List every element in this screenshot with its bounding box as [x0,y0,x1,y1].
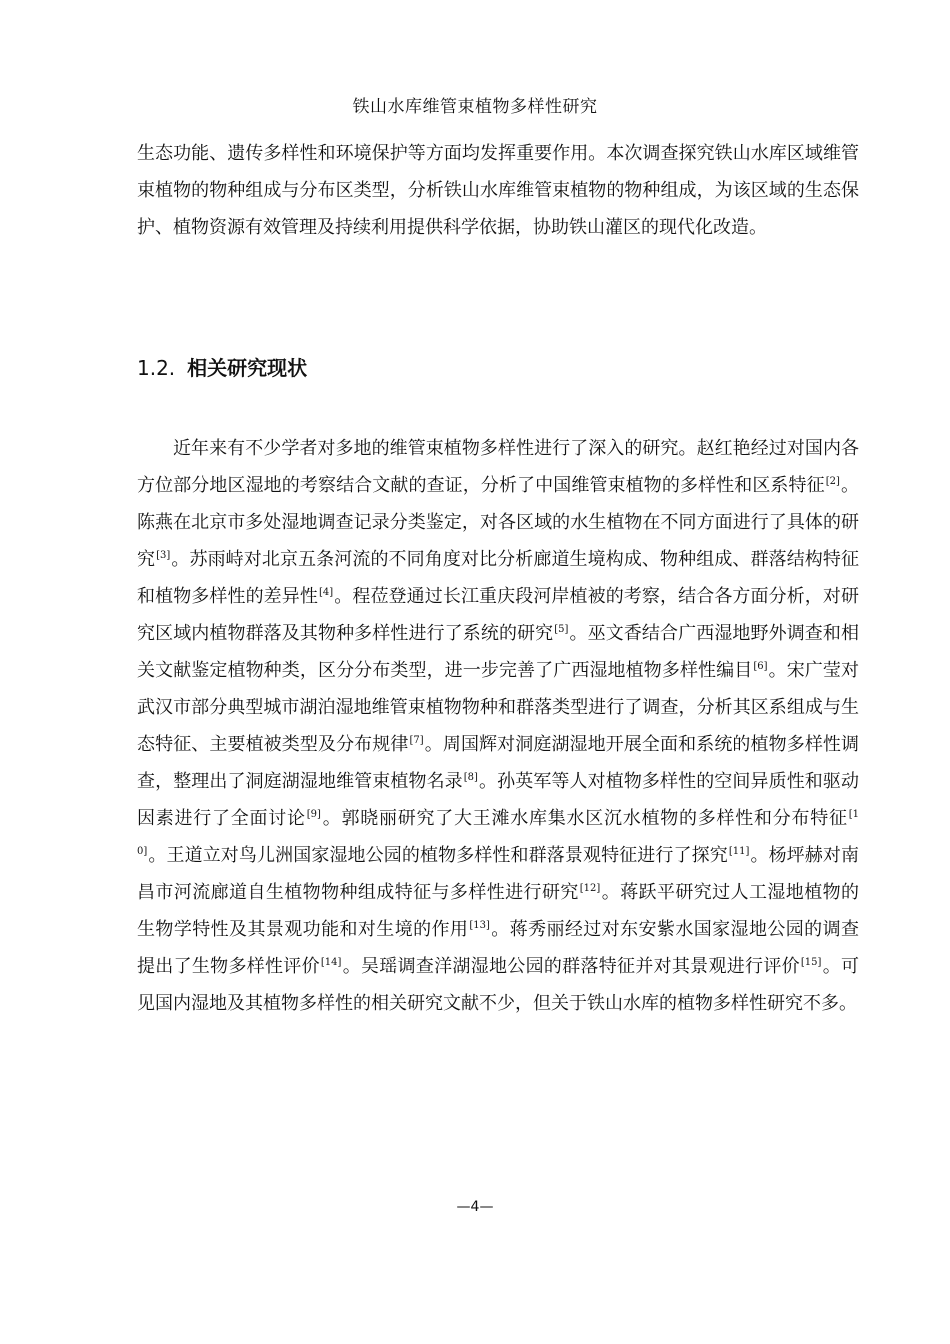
citation-ref: [8] [463,772,478,783]
paragraph-segment: 。杨坪赫对南昌市河流廊道自生植物物种组成特征与多样性进行研究 [137,845,860,903]
citation-ref: [4] [318,587,334,598]
paragraph-segment: 。蒋跃平研究过人工湿地植物的生物学特性及其景观功能和对生境的作用 [137,882,860,940]
citation-ref: [13] [469,920,490,931]
paragraph-segment: 。王道立对鸟儿洲国家湿地公园的植物多样性和群落景观特征进行了探究 [148,845,728,866]
citation-ref: [14] [320,957,342,968]
paragraph-segment: 。陈燕在北京市多处湿地调查记录分类鉴定，对各区域的水生植物在不同方面进行了具体的研究 [137,475,860,570]
paragraph-segment: 。宋广莹对武汉市部分典型城市湖泊湿地维管束植物物种和群落类型进行了调查，分析其区系组成与生态特征、主要植被类型及分布规律 [137,660,860,755]
citation-ref: [11] [728,846,750,857]
citation-ref: [2] [825,476,840,487]
paragraph-segment: 。吴瑶调查洋湖湿地公园的群落特征并对其景观进行评价 [342,956,800,977]
paragraph-segment: 。蒋秀丽经过对东安紫水国家湿地公园的调查提出了生物多样性评价 [137,919,859,977]
citation-ref: [10] [137,809,859,857]
paragraph-segment: 。程莅登通过长江重庆段河岸植被的考察，结合各方面分析，对研究区域内植物群落及其物种多样性进行了系统的研究 [137,586,859,644]
paragraph-segment: 。苏雨峙对北京五条河流的不同角度对比分析廊道生境构成、物种组成、群落结构特征和植物多样性的差异性 [137,549,860,607]
citation-ref: [6] [753,661,768,672]
citation-ref: [12] [579,883,601,894]
citation-ref: [9] [306,809,321,820]
page-number: —4— [456,1199,494,1215]
research-paragraph [137,430,859,1022]
running-header: 铁山水库维管束植物多样性研究 [352,97,598,117]
citation-ref: [5] [554,624,569,635]
section-title: 相关研究现状 [187,356,308,380]
paragraph-segment: 。周国辉对洞庭湖湿地开展全面和系统的植物多样性调查，整理出了洞庭湖湿地维管束植物名录 [137,734,860,792]
paragraph-segment: 。可见国内湿地及其植物多样性的相关研究文献不少，但关于铁山水库的植物多样性研究不多。 [137,956,860,1014]
paragraph-segment: 。孙英军等人对植物多样性的空间异质性和驱动因素进行了全面讨论 [137,771,859,829]
section-heading [137,352,307,381]
paragraph-segment: 。郭晓丽研究了大王滩水库集水区沉水植物的多样性和分布特征 [321,808,848,829]
section-number: 1.2. [137,356,176,380]
citation-ref: [7] [409,735,424,746]
citation-ref: [3] [156,550,171,561]
intro-paragraph: 生态功能、遗传多样性和环境保护等方面均发挥重要作用。本次调查探究铁山水库区域维管束植物的物种组成与分布区类型，分析铁山水库维管束植物的物种组成，为该区域的生态保护、植物资源有效管理及持续利用提供科学依据，协助铁山灌区的现代化改造。 [137,143,859,238]
paragraph-segment: 。巫文香结合广西湿地野外调查和相关文献鉴定植物种类，区分分布类型，进一步完善了广西湿地植物多样性编目 [137,623,860,681]
paragraph-segment: 近年来有不少学者对多地的维管束植物多样性进行了深入的研究。赵红艳经过对国内各方位部分地区湿地的考察结合文献的查证，分析了中国维管束植物的多样性和区系特征 [137,438,859,496]
citation-ref: [15] [800,957,822,968]
